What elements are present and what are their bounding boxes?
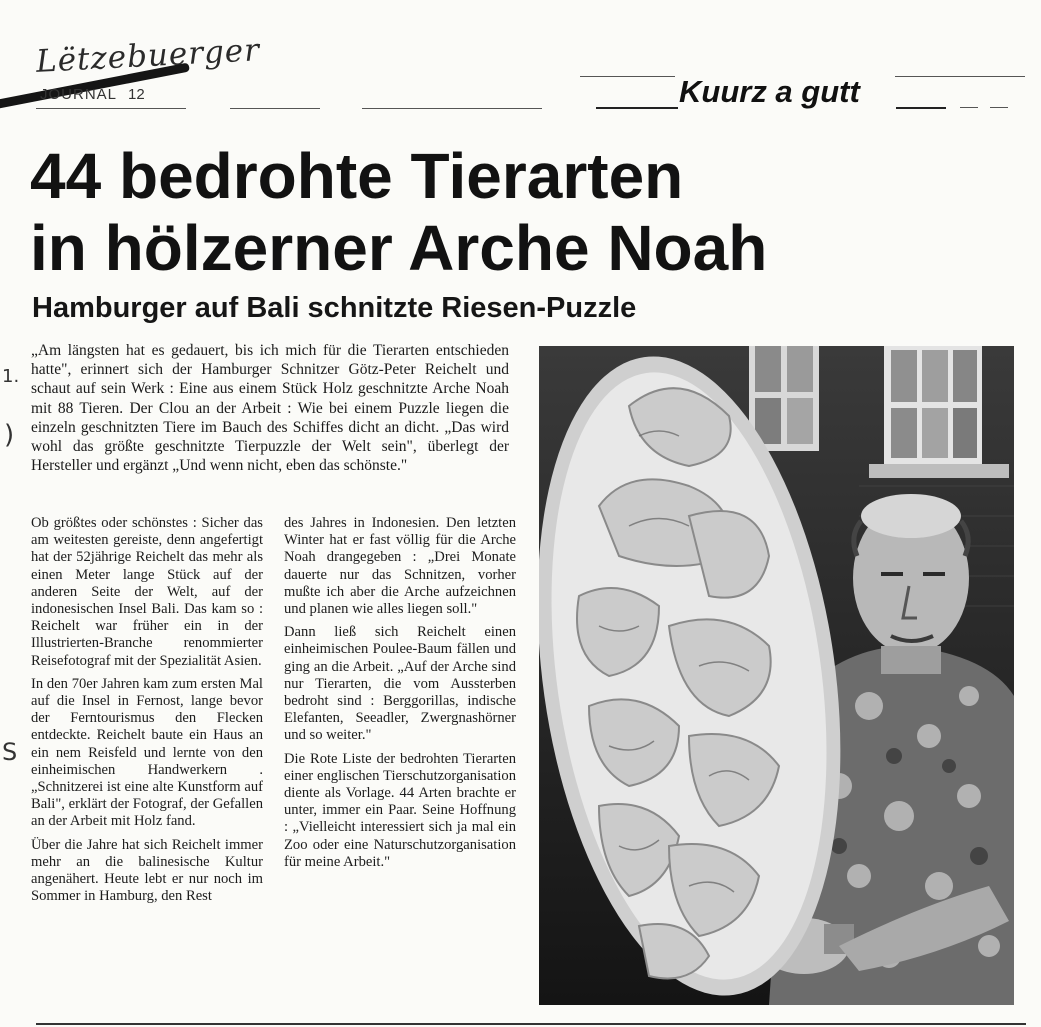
publication-name: JOURNAL — [40, 86, 118, 103]
header-rule-top — [895, 76, 1025, 77]
article-photo — [539, 346, 1014, 1005]
handwritten-note: Lëtzebuerger — [35, 32, 261, 80]
lead-paragraph: „Am längsten hat es gedauert, bis ich mich für die Tierarten entschieden hatte", erinnert sich der Hamburger Schnitzer Götz-Peter Reichelt und schaut auf sein Werk : Eine aus einem Stück Holz geschnitzte Arche Noah mit 88 Tieren. Der Clou an der Arbeit : Wie bei einem Puzzle liegen die einzeln geschnitzten Tiere im Bauch des Schiffes dicht an dicht. „Das wird wohl das größte geschnitzte Tierpuzzle der Welt sein", überlegt der Hersteller und ergänzt „Und wenn nicht, eben das schönste." — [31, 342, 509, 475]
header-rule-dash — [990, 107, 1008, 108]
body-paragraph: Dann ließ sich Reichelt einen einheimischen Poulee-Baum fällen und ging an die Arbeit. „Auf der Arche sind nur Tierarten, die vom Aussterben bedroht sind : Berggorillas, indische Elefanten, Seeadler, Zwergnashörner und so weiter." — [284, 624, 516, 744]
body-paragraph: Ob größtes oder schönstes : Sicher das am weitesten gereiste, denn angefertigt hat der 52jährige Reichelt das mehr als einen Meter lange Stück auf der anderen Seite der Welt, auf der indonesischen Insel Bali. Das kam so : Reichelt war früher ein in der Illustrierten-Branche renommierter Reisefotograf mit der Spezialität Asien. — [31, 515, 263, 669]
headline — [30, 140, 767, 284]
header-rule-top — [580, 76, 675, 77]
header-rule-left — [36, 108, 186, 109]
section-label: Kuurz a gutt — [679, 74, 860, 109]
body-paragraph: Über die Jahre hat sich Reichelt immer mehr an die balinesische Kultur angenähert. Heute lebt er nur noch im Sommer in Hamburg, den Rest — [31, 836, 263, 905]
bottom-rule — [36, 1023, 1026, 1025]
body-column-1 — [31, 515, 263, 911]
page-number: 12 — [128, 86, 145, 103]
header-rule — [230, 108, 320, 109]
subheadline: Hamburger auf Bali schnitzte Riesen-Puzzle — [32, 292, 637, 324]
body-paragraph: des Jahres in Indonesien. Den letzten Winter hat er fast völlig für die Arche Noah drangegeben : „Drei Monate dauerte nur das Schnitzen, vorher mußte ich aber die Arche aufzeichnen und planen wie alles liegen soll." — [284, 515, 516, 618]
header-rule — [362, 108, 542, 109]
photo-illustration — [539, 346, 1014, 1005]
header-rule-dash — [960, 107, 978, 108]
margin-mark: ) — [4, 420, 15, 450]
body-paragraph: Die Rote Liste der bedrohten Tierarten einer englischen Tierschutzorganisation diente als Vorlage. 44 Arten brachte er unter, immer ein Paar. Seine Hoffnung : „Vielleicht interessiert sich ja mal ein Zoo oder eine Naturschutzorganisation für meine Arbeit." — [284, 750, 516, 870]
window-left — [749, 346, 819, 451]
section-underline — [596, 107, 678, 109]
body-column-2 — [284, 515, 516, 877]
margin-mark: S — [2, 738, 18, 766]
headline-line-1: 44 bedrohte Tierarten — [30, 140, 684, 212]
body-paragraph: In den 70er Jahren kam zum ersten Mal auf die Insel in Fernost, lange bevor der Ferntourismus den Flecken entdeckte. Reichelt baute ein Haus an ein nem Reisfeld und lernte von den einheimischen Handwerkern . „Schnitzerei ist eine alte Kunstform auf Bali", erklärt der Fotograf, der Gefallen an der Arbeit mit Holz fand. — [31, 675, 263, 830]
headline-line-2: in hölzerner Arche Noah — [30, 212, 768, 284]
margin-mark: 1. — [2, 366, 20, 387]
section-underline — [896, 107, 946, 109]
